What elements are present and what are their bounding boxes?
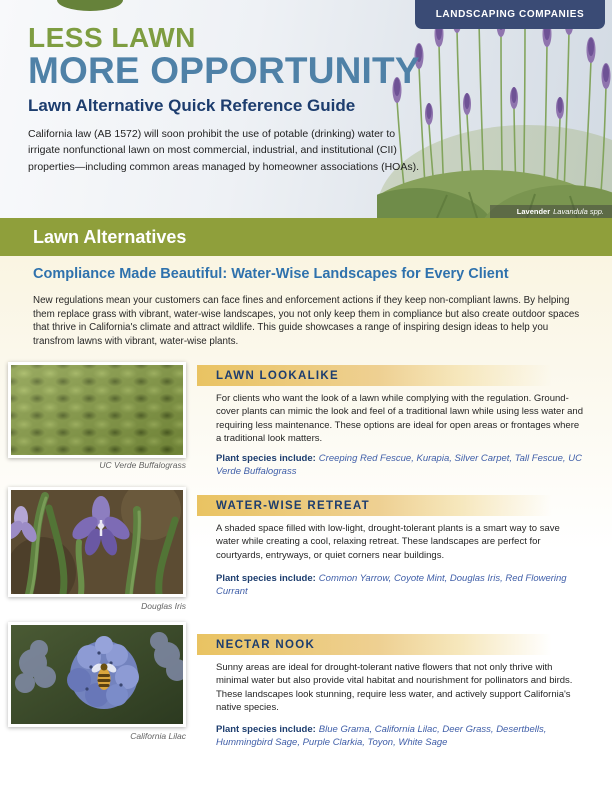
species-list: Creeping Red Fescue, Kurapia, Silver Carpet, Tall Fescue, UC Verde Buffalograss	[216, 453, 582, 478]
species-line	[216, 452, 582, 479]
card-title: WATER-WISE RETREAT	[216, 499, 370, 512]
foliage-accent	[57, 0, 123, 11]
section-intro-paragraph: New regulations mean your customers can face fines and enforcement actions if they keep non-compliant lawns. By helping them replace grass with vibrant, water-wise landscapes, you not only keep them in compliance but also create outdoor spaces that thrive in California's climate and attract wildlife. This guide showcases a range of inspiring design ideas to help you transfrom lawns with vibrant, water-wise plants.	[33, 295, 580, 348]
california-lilac-photo	[8, 622, 186, 727]
species-label: Plant species include:	[216, 724, 316, 735]
buffalograss-photo	[8, 362, 186, 458]
california-lilac-photo-image	[11, 625, 183, 724]
lavender-caption-species: Lavandula spp.	[553, 207, 604, 216]
audience-badge-label: LANDSCAPING COMPANIES	[435, 9, 585, 20]
species-list: Blue Grama, California Lilac, Deer Grass, Desertbells, Hummingbird Sage, Purple Clarkia, Toyon, White Sage	[216, 724, 547, 749]
band-title: Lawn Alternatives	[33, 226, 187, 247]
species-line	[216, 572, 582, 599]
audience-badge	[415, 0, 605, 29]
species-label: Plant species include:	[216, 453, 316, 464]
species-line	[216, 723, 582, 750]
douglas-iris-photo-image	[11, 490, 183, 594]
card-body: For clients who want the look of a lawn while complying with the regulation. Ground-cover plants can mimic the look and feel of a traditional lawn while using less water and requiring less maintenance. These options are ideal for open areas or frontages where a traditional look matters.	[216, 393, 583, 445]
section-heading: Compliance Made Beautiful: Water-Wise Landscapes for Every Client	[33, 266, 509, 282]
hero-intro-paragraph: California law (AB 1572) will soon prohibit the use of potable (drinking) water to irrigate nonfunctional lawn on most commercial, industrial, and institutional (CII) properties—including common areas managed by homeowner associations (HOAs).	[28, 128, 420, 173]
lavender-caption-name: Lavender	[516, 207, 551, 216]
species-list: Common Yarrow, Coyote Mint, Douglas Iris, Red Flowering Currant	[216, 573, 567, 598]
lavender-photo-caption	[490, 205, 612, 218]
headline-less-lawn: LESS LAWN	[28, 22, 196, 53]
section-band	[0, 218, 612, 256]
card-header-lawn-lookalike	[197, 365, 600, 386]
species-label: Plant species include:	[216, 573, 316, 584]
card-title: NECTAR NOOK	[216, 638, 316, 651]
california-lilac-photo-caption: California Lilac	[130, 731, 186, 741]
card-header-nectar-nook	[197, 634, 600, 655]
card-body: A shaded space filled with low-light, drought-tolerant plants is a smart way to save water while creating a cool, relaxing retreat. These landscapes are perfect for courtyards, entryways, or quiet corners near buildings.	[216, 523, 560, 561]
card-header-water-wise-retreat	[197, 495, 600, 516]
douglas-iris-photo	[8, 487, 186, 597]
lavender-photo	[377, 0, 612, 218]
content-section	[0, 256, 612, 792]
hero-section	[0, 0, 612, 218]
card-body: Sunny areas are ideal for drought-tolerant native flowers that not only thrive with minimal water but also provide vital habitat and nourishment for pollinators and birds. These landscapes look stunning, require less water, and actively support California's native species.	[216, 662, 573, 714]
guide-subtitle: Lawn Alternative Quick Reference Guide	[28, 96, 356, 115]
headline-more-opportunity: MORE OPPORTUNITY	[28, 50, 420, 91]
buffalograss-photo-image	[11, 365, 183, 455]
card-title: LAWN LOOKALIKE	[216, 369, 339, 382]
douglas-iris-photo-caption: Douglas Iris	[141, 601, 186, 611]
buffalograss-photo-caption: UC Verde Buffalograss	[99, 460, 186, 470]
